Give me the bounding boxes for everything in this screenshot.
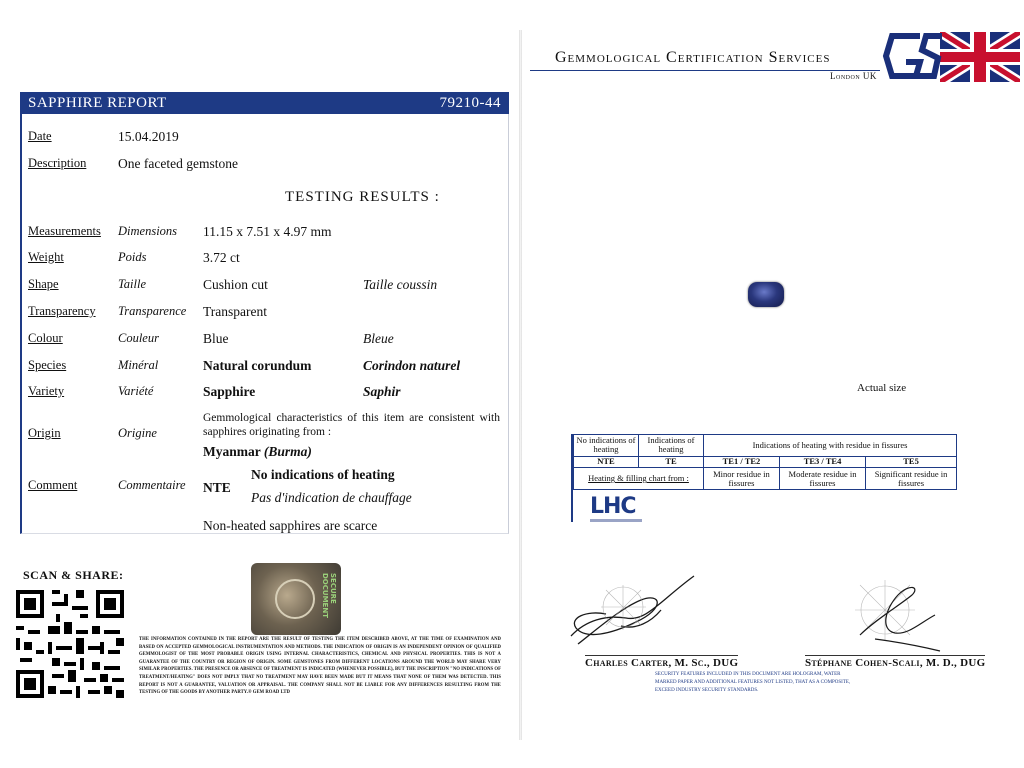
report-number: 79210-44	[439, 94, 501, 111]
qr-code[interactable]	[12, 586, 128, 702]
colour-fr-label: Couleur	[118, 331, 159, 345]
comment-note: Non-heated sapphires are scarce	[203, 518, 378, 533]
page-gutter	[519, 30, 522, 740]
description-label: Description	[28, 156, 87, 170]
chart-source-link[interactable]: Heating & filling chart from :	[574, 468, 704, 490]
chart-header-heating: Indications of heating	[639, 435, 704, 457]
lhc-logo-underline	[590, 519, 642, 522]
company-title: Gemmological Certification Services	[555, 49, 831, 66]
chart-code-nte: NTE	[574, 456, 639, 467]
security-features-note: SECURITY FEATURES INCLUDED IN THIS DOCUMENT ARE HOLOGRAM, WATER MARKED PAPER AND ADDITIONAL FEATURES NOT LISTED, THAT AS A COMPOSITE, EXCEED INDUSTRY SECURITY STANDARDS.	[655, 672, 851, 693]
report-title: SAPPHIRE REPORT	[28, 94, 167, 111]
transparency-label: Transparency	[28, 304, 96, 318]
gcs-union-jack-logo-icon	[882, 30, 1022, 84]
origin-country	[203, 444, 312, 460]
chart-desc-moderate: Moderate residue in fissures	[779, 468, 865, 490]
weight-value: 3.72 ct	[203, 250, 240, 265]
colour-value: Blue	[203, 331, 229, 346]
measurements-fr-label: Dimensions	[118, 224, 178, 238]
security-hologram	[251, 563, 341, 635]
signature-cohen-scali-icon	[840, 575, 950, 655]
colour-label: Colour	[28, 331, 63, 345]
comment-code: NTE	[203, 480, 231, 495]
measurements-value: 11.15 x 7.51 x 4.97 mm	[203, 224, 332, 239]
chart-desc-minor: Minor residue in fissures	[704, 468, 780, 490]
origin-description: Gemmological characteristics of this item are consistent with sapphires originating from :	[203, 412, 500, 438]
heating-chart-table	[573, 434, 957, 490]
shape-fr-value: Taille coussin	[363, 277, 438, 292]
weight-fr-label: Poids	[118, 250, 147, 264]
hologram-seal-icon	[275, 579, 315, 619]
signature-carter-name: Charles Carter, M. Sc., DUG	[585, 657, 739, 669]
description-value: One faceted gemstone	[118, 156, 238, 171]
chart-code-te1-te2: TE1 / TE2	[704, 456, 780, 467]
species-fr-label: Minéral	[118, 358, 159, 372]
shape-label: Shape	[28, 277, 59, 291]
measurements-label: Measurements	[28, 224, 101, 238]
chart-code-te5: TE5	[866, 456, 957, 467]
chart-header-heating-residue: Indications of heating with residue in fissures	[704, 435, 957, 457]
species-label: Species	[28, 358, 67, 372]
date-value: 15.04.2019	[118, 129, 179, 144]
disclaimer-text: THE INFORMATION CONTAINED IN THE REPORT ARE THE RESULT OF TESTING THE ITEM DESCRIBED ABOVE, AT THE TIME OF EXAMINATION AND BASED ON ACCEPTED GEMMOLOGICAL INSTRUMENTATION AND METHODS. THE INDICATION OF ORIGIN IS AN INDEPENDENT OPINION OF QUALIFIED GEMMOLOGIST OF THE MOST PROBABLE ORIGIN USING INTERNAL CHARACTERISTICS, CHEMICAL AND PHYSICAL PROPERTIES. THIS IS NOT A GUARANTEE OF THE COUNTRY OR REGION OF ORIGIN. SOME GEMSTONES FROM DIFFERENT LOCATIONS AROUND THE WORLD MAY SHARE VERY SIMILAR PROPERTIES. THE PRESENCE OR ABSENCE OF TREATMENT IS INDICATED (WHENEVER POSSIBLE), BUT THE INSCRIPTION "NO INDICATIONS OF TREATMENT/HEATING" DOES NOT IMPLY THAT NO TREATMENT MAY HAVE BEEN MADE BUT IT MEANS THAT NONE OF THEM WAS DETECTED. THIS REPORT IS NOT A GUARANTEE, VALUATION OR APPRAISAL. THE COMPANY SHALL NOT BE LIABLE FOR ANY DIFFERENCES RESULTING FROM THE TESTING OF THE GOODS BY ANOTHER PARTY.® GEM ROAD LTD	[139, 637, 501, 696]
lhc-logo-icon: LHC	[590, 494, 636, 519]
signature-cohen-scali-name: Stéphane Cohen-Scali, M. D., DUG	[805, 657, 986, 669]
variety-value: Sapphire	[203, 384, 256, 399]
variety-fr-value: Saphir	[363, 384, 401, 399]
signature-carter-icon	[566, 570, 701, 652]
testing-results-title: TESTING RESULTS :	[285, 189, 440, 205]
report-header-bar	[20, 92, 509, 114]
chart-code-te3-te4: TE3 / TE4	[779, 456, 865, 467]
transparency-fr-label: Transparence	[118, 304, 187, 318]
hologram-text: SECURE DOCUMENT	[321, 573, 337, 618]
weight-label: Weight	[28, 250, 64, 264]
species-value: Natural corundum	[203, 358, 312, 373]
date-label: Date	[28, 129, 52, 143]
actual-size-label: Actual size	[857, 382, 907, 394]
transparency-value: Transparent	[203, 304, 267, 319]
company-title-rule	[530, 70, 880, 71]
species-fr-value: Corindon naturel	[363, 358, 461, 373]
origin-label: Origin	[28, 426, 61, 440]
chart-code-te: TE	[639, 456, 704, 467]
comment-fr-text: Pas d'indication de chauffage	[251, 490, 412, 505]
variety-fr-label: Variété	[118, 384, 154, 398]
chart-desc-significant: Significant residue in fissures	[866, 468, 957, 490]
origin-country-alt: (Burma)	[263, 444, 312, 459]
shape-fr-label: Taille	[118, 277, 147, 291]
comment-label: Comment	[28, 478, 78, 492]
variety-label: Variety	[28, 384, 65, 398]
origin-country-name: Myanmar	[203, 444, 261, 459]
shape-value: Cushion cut	[203, 277, 268, 292]
origin-fr-label: Origine	[118, 426, 157, 440]
comment-fr-label: Commentaire	[118, 478, 186, 492]
chart-header-no-heating: No indications of heating	[574, 435, 639, 457]
comment-en-text: No indications of heating	[251, 467, 395, 482]
company-location: London UK	[830, 71, 877, 81]
gemstone-image	[748, 282, 784, 307]
scan-share-label: SCAN & SHARE:	[23, 568, 124, 582]
colour-fr-value: Bleue	[363, 331, 394, 346]
